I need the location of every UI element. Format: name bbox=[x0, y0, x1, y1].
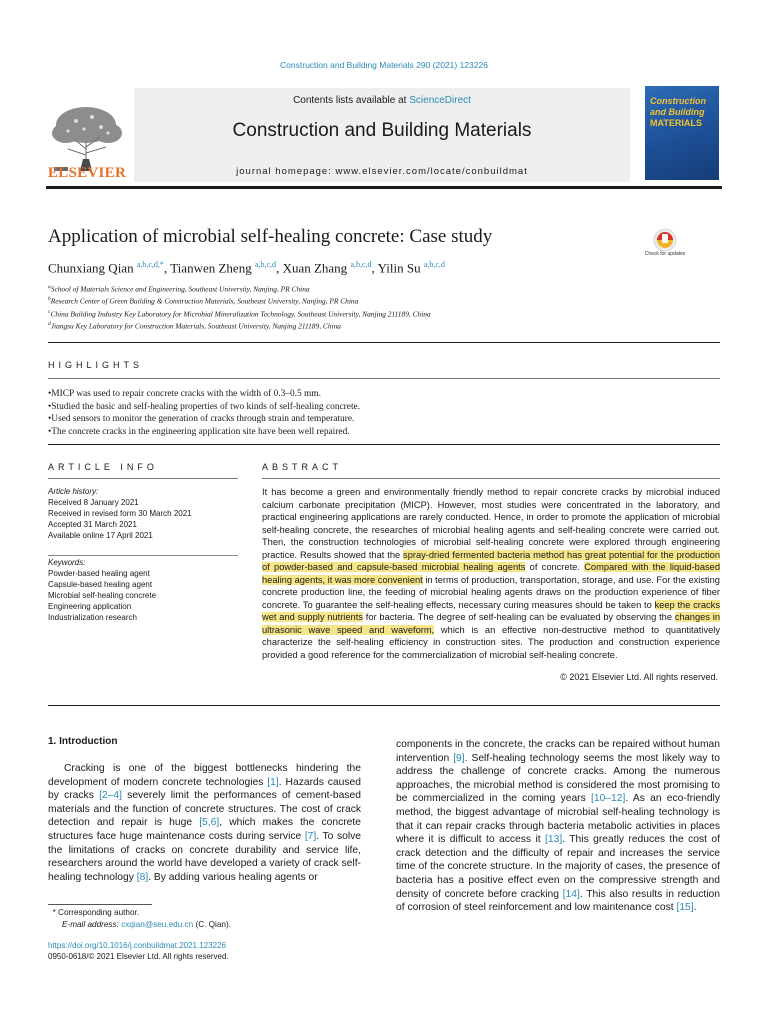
cover-title-line: and Building bbox=[650, 107, 705, 117]
keyword-item[interactable]: Industrialization research bbox=[48, 612, 137, 622]
section-rule bbox=[48, 705, 720, 706]
affiliation-text: Jiangsu Key Laboratory for Construction Materials, Southeast University, Nanjing 211189, China bbox=[50, 321, 341, 331]
affiliation-item bbox=[48, 294, 708, 306]
section-rule bbox=[48, 444, 720, 445]
abstract-text: for bacteria. The degree of self-healing can be evaluated by observing the bbox=[362, 612, 675, 622]
highlighted-text: spray-dried fermented bacteria method has great potential for the production of powder-based and capsule-based microbial healing agents bbox=[262, 549, 720, 572]
section-rule bbox=[48, 378, 720, 379]
article-title: Application of microbial self-healing concrete: Case study bbox=[48, 226, 493, 247]
issn-line: 0950-0618/© 2021 Elsevier Ltd. All rights reserved. bbox=[48, 952, 229, 961]
keyword-item[interactable]: Engineering application bbox=[48, 601, 132, 611]
body-text: . To solve the limitations of cracks on concrete durability and service life, researchers around the world have developed a variety of crack self-healing technology bbox=[48, 830, 361, 883]
keywords-label: Keywords: bbox=[48, 558, 86, 567]
article-info-heading: ARTICLE INFO bbox=[48, 462, 158, 472]
doi-link[interactable]: https://doi.org/10.1016/j.conbuildmat.2021.123226 bbox=[48, 941, 226, 950]
journal-title[interactable]: Construction and Building Materials bbox=[232, 120, 532, 141]
journal-homepage bbox=[134, 166, 630, 177]
history-item: Received in revised form 30 March 2021 bbox=[48, 508, 192, 518]
email-link[interactable]: cxqian@seu.edu.cn bbox=[121, 919, 194, 929]
citation-link[interactable]: [10–12] bbox=[590, 793, 626, 805]
body-text: . This greatly reduces the cost of crack detection and the difficulty of repair and increases the service time of the concrete structure. In the majority of cases, the presence of bacteria has a positive effect even on the compressive strength and density of concrete before cracking bbox=[396, 834, 720, 900]
footnote-line bbox=[48, 907, 368, 919]
author-name[interactable]: Xuan Zhang bbox=[282, 260, 348, 276]
highlight-item: • Used sensors to monitor the generation of cracks through strain and temperature. bbox=[48, 413, 720, 426]
homepage-url[interactable]: www.elsevier.com/locate/conbuildmat bbox=[335, 166, 528, 177]
cover-title bbox=[650, 96, 716, 129]
affiliation-list bbox=[48, 282, 708, 332]
copyright-notice: © 2021 Elsevier Ltd. All rights reserved. bbox=[560, 672, 718, 682]
abstract-text: in terms of production, transportation, storage, and use. For the existing concrete production line, the feeding of microbial healing agents draws on the production experience of fiber concrete. To guarantee the self-healing effects, necessary curing measures should be taken to bbox=[262, 574, 720, 610]
author-affiliation-marks[interactable]: a,b,c,d bbox=[423, 260, 445, 269]
citation-link[interactable]: [7] bbox=[304, 830, 317, 842]
check-for-updates-label[interactable]: Check for updates bbox=[644, 251, 686, 257]
highlighted-text: changes in ultrasonic wave speed and waveform, bbox=[262, 612, 721, 635]
author-name[interactable]: Yilin Su bbox=[377, 260, 421, 276]
citation-link[interactable]: [1] bbox=[267, 776, 279, 788]
abstract-text: which is an effective non-destructive method to quantitatively characterize the self-healing efficiency in construction sites. The production and construction experience provided a good reference for the commercialization of microbial self-healing concrete. bbox=[262, 624, 720, 660]
footnote-rule bbox=[48, 904, 152, 905]
body-text: , which makes the concrete structures face huge maintenance costs during service bbox=[48, 817, 361, 842]
footnote-line bbox=[48, 919, 368, 931]
highlights-heading: HIGHLIGHTS bbox=[48, 360, 144, 370]
body-column-right bbox=[396, 738, 720, 915]
cover-title-line: MATERIALS bbox=[650, 118, 702, 128]
affiliation-key: c bbox=[48, 308, 51, 315]
abstract-text: It has become a green and environmentally friendly method to repair concrete cracks by microbial induced calcium carbonate precipitation (MICP). However, most studies were concentrated in the laboratory, and practical engineering applications are rarely conducted. Hence, in order to promote the application of microbial self-healing concrete, the researches of microbial healing agents and self-healing concrete were carried out. Then, the construction technologies of microbial self-healing concrete were explored through engineering practice. Results showed that the bbox=[262, 487, 720, 560]
body-text: . bbox=[693, 902, 697, 914]
highlighted-text: Compared with the liquid-based healing agents, it was more convenient bbox=[262, 562, 720, 585]
citation-line[interactable]: Construction and Building Materials 290 (2021) 123226 bbox=[280, 60, 488, 70]
history-item: Accepted 31 March 2021 bbox=[48, 519, 137, 529]
body-text: severely limit the performances of cement-based materials and the function of concrete structures. The cost of crack detection and repair is huge bbox=[48, 790, 361, 829]
contents-line bbox=[134, 95, 630, 106]
article-history bbox=[48, 487, 238, 542]
section-rule bbox=[262, 478, 720, 479]
author-affiliation-marks[interactable]: a,b,c,d bbox=[350, 260, 372, 269]
citation-link[interactable]: [15] bbox=[676, 902, 694, 914]
author-separator: , bbox=[276, 260, 283, 276]
section-rule bbox=[48, 342, 720, 343]
body-text: . Self-healing technology seems the most likely way to address the challenge of concrete cracks. Among the numerous approaches, the microbial method is considered the most promising to be commercialized in the coming years bbox=[396, 752, 720, 805]
affiliation-text: China Building Industry Key Laboratory for Microbial Mineralization Technology, Southeast University, Nanjing 211189, China bbox=[50, 309, 431, 319]
author-list bbox=[48, 260, 445, 276]
doi-block bbox=[48, 940, 229, 962]
citation-link[interactable]: [5,6] bbox=[199, 817, 220, 829]
email-suffix: (C. Qian). bbox=[193, 919, 231, 929]
author-name[interactable]: Tianwen Zheng bbox=[170, 260, 252, 276]
author-separator: , bbox=[163, 260, 171, 276]
affiliation-text: School of Materials Science and Engineering, Southeast University, Nanjing, PR China bbox=[50, 284, 310, 294]
author-affiliation-marks[interactable]: a,b,c,d bbox=[254, 260, 277, 269]
abstract-heading: ABSTRACT bbox=[262, 462, 343, 472]
keywords-rule bbox=[48, 555, 238, 556]
history-item: Available online 17 April 2021 bbox=[48, 530, 153, 540]
affiliation-key: a bbox=[48, 284, 51, 290]
highlight-item: • MICP was used to repair concrete cracks with the width of 0.3–0.5 mm. bbox=[48, 388, 720, 401]
body-text: . This also results in reduction of corrosion of steel reinforcement and low maintenance cost bbox=[396, 888, 720, 914]
citation-link[interactable]: [8] bbox=[136, 871, 149, 883]
highlights-list bbox=[48, 388, 720, 438]
keyword-item[interactable]: Powder-based healing agent bbox=[48, 568, 150, 578]
keyword-item[interactable]: Capsule-based healing agent bbox=[48, 579, 153, 589]
abstract-text: of concrete. bbox=[525, 562, 585, 572]
body-text: . As an eco-friendly method, the biggest advantage of microbial self-healing technology is that it can repair cracks through bacteria metabolic activities in places where it is difficult to access it bbox=[396, 793, 720, 846]
footnote-mark: * bbox=[52, 908, 56, 917]
citation-link[interactable]: [9] bbox=[453, 752, 465, 764]
author-affiliation-marks[interactable]: a,b,c,d,* bbox=[136, 260, 164, 269]
citation-link[interactable]: [14] bbox=[562, 888, 580, 900]
keyword-item[interactable]: Microbial self-healing concrete bbox=[48, 590, 157, 600]
affiliation-key: d bbox=[48, 321, 51, 328]
citation-link[interactable]: [2–4] bbox=[99, 790, 122, 802]
keyword-list bbox=[48, 558, 238, 623]
journal-cover-thumbnail[interactable] bbox=[645, 86, 719, 180]
header-rule bbox=[46, 186, 722, 189]
author-name[interactable]: Chunxiang Qian bbox=[48, 260, 134, 276]
body-column-left bbox=[48, 762, 361, 884]
history-item: Received 8 January 2021 bbox=[48, 497, 139, 507]
check-for-updates-icon[interactable] bbox=[648, 228, 682, 268]
affiliation-item bbox=[48, 282, 708, 294]
affiliation-key: b bbox=[48, 296, 51, 303]
elsevier-wordmark: ELSEVIER bbox=[47, 165, 127, 181]
affiliation-text: Research Center of Green Building & Construction Materials, Southeast University, Nanjing, PR China bbox=[50, 296, 359, 306]
section-heading-introduction: 1. Introduction bbox=[48, 736, 118, 747]
history-label: Article history: bbox=[48, 487, 99, 496]
affiliation-item bbox=[48, 319, 708, 331]
highlight-item: • Studied the basic and self-healing properties of two kinds of self-healing concrete. bbox=[48, 401, 720, 414]
contents-prefix: Contents lists available at bbox=[293, 95, 410, 106]
journal-masthead bbox=[134, 88, 630, 182]
author-separator: , bbox=[371, 260, 378, 276]
cover-title-line: Construction bbox=[650, 96, 706, 106]
sciencedirect-link[interactable]: ScienceDirect bbox=[409, 95, 471, 106]
highlighted-text: keep the cracks wet and supply nutrients bbox=[262, 599, 720, 622]
body-text: Cracking is one of the biggest bottlenecks hindering the development of modern concrete technologies bbox=[48, 763, 361, 788]
corresponding-author-footnote bbox=[48, 907, 368, 930]
body-text: components in the concrete, the cracks can be repaired without human intervention bbox=[396, 739, 720, 764]
body-text: . Hazards caused by cracks bbox=[48, 776, 361, 802]
affiliation-item bbox=[48, 307, 708, 319]
section-rule bbox=[48, 478, 238, 479]
abstract-body bbox=[262, 486, 720, 661]
homepage-prefix: journal homepage: bbox=[236, 166, 336, 177]
email-label: E-mail address: bbox=[62, 919, 122, 929]
body-text: . By adding various healing agents or bbox=[148, 871, 318, 883]
highlight-item: • The concrete cracks in the engineering application site have been well repaired. bbox=[48, 426, 720, 439]
footnote-text: Corresponding author. bbox=[58, 908, 140, 917]
citation-link[interactable]: [13] bbox=[545, 834, 563, 846]
